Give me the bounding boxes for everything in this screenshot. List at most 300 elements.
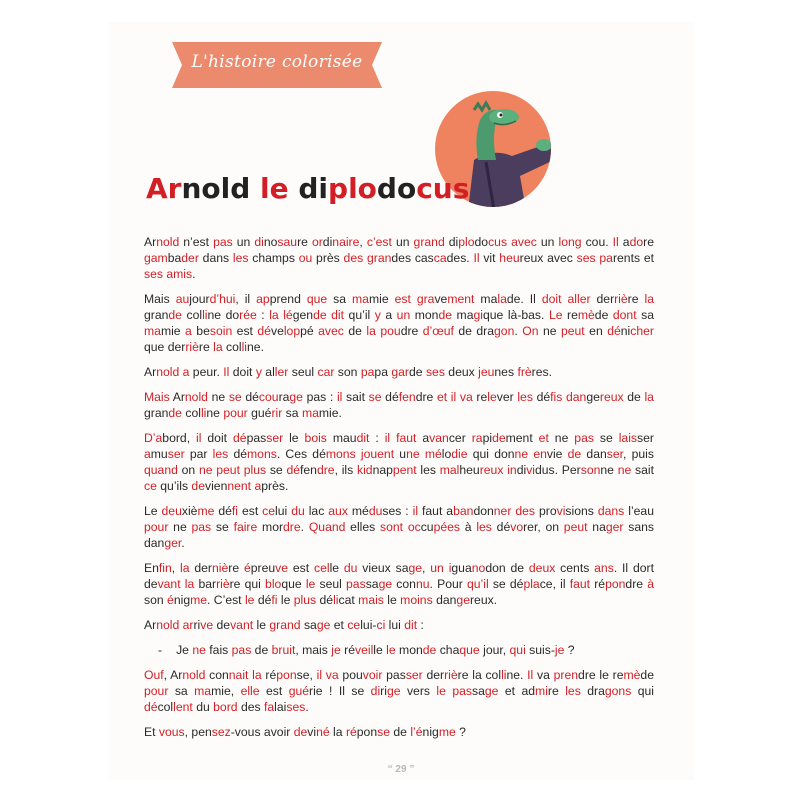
syllable: nold: [156, 618, 180, 632]
syllable: me: [438, 725, 456, 739]
syllable: l’eau: [624, 504, 654, 518]
syllable: fin: [158, 561, 172, 575]
syllable: niè: [212, 561, 229, 575]
syllable: pas :: [302, 390, 337, 404]
syllable: dont: [612, 308, 637, 322]
syllable: par: [184, 447, 213, 461]
syllable: ge: [586, 390, 600, 404]
syllable: la: [180, 561, 190, 575]
syllable: di: [370, 684, 381, 698]
story-title: [146, 172, 469, 205]
syllable: que: [306, 292, 328, 306]
syllable: di: [444, 235, 459, 249]
syllable: que: [459, 643, 480, 657]
syllable: je: [331, 643, 341, 657]
syllable: nu: [415, 577, 430, 591]
syllable: long: [558, 235, 582, 249]
syllable: li: [241, 340, 248, 354]
syllable: il: [384, 431, 391, 445]
syllable: nold: [156, 365, 180, 379]
syllable: mau: [326, 431, 357, 445]
syllable: que: [281, 577, 306, 591]
syllable: fa: [264, 700, 275, 714]
syllable: de: [251, 643, 272, 657]
syllable: mu: [150, 447, 168, 461]
syllable: dé: [228, 447, 248, 461]
syllable: On: [522, 324, 539, 338]
syllable: ne: [168, 520, 192, 534]
syllable: ra: [471, 431, 483, 445]
syllable: bois: [304, 431, 327, 445]
syllable: ban: [453, 504, 474, 518]
syllable: sont: [380, 520, 404, 534]
syllable: cha: [436, 643, 460, 657]
syllable: nait: [228, 668, 249, 682]
syllable: D’a: [144, 431, 163, 445]
syllable: re: [627, 292, 645, 306]
syllable: vant: [230, 618, 254, 632]
syllable: car: [317, 365, 335, 379]
syllable: i: [448, 561, 452, 575]
syllable: ne: [406, 447, 420, 461]
syllable: qu’ils: [156, 479, 192, 493]
syllable: pé: [300, 324, 319, 338]
syllable: vo: [510, 520, 524, 534]
syllable: der: [590, 292, 615, 306]
syllable: Ar: [169, 390, 185, 404]
syllable: doit: [229, 365, 256, 379]
dash-bullet-icon: -: [158, 643, 163, 657]
syllable: ,: [171, 561, 181, 575]
syllable: lent: [173, 700, 193, 714]
syllable: dé: [214, 504, 232, 518]
syllable: cat: [338, 593, 359, 607]
syllable: , mais: [295, 643, 332, 657]
syllable: ge: [484, 684, 499, 698]
syllable: dre: [283, 520, 301, 534]
syllable: pa: [360, 365, 375, 379]
syllable: blo: [265, 577, 282, 591]
syllable: gam: [144, 251, 168, 265]
syllable: que der: [144, 340, 186, 354]
syllable: a: [380, 308, 397, 322]
syllable: sions: [565, 504, 598, 518]
syllable: peut: [560, 324, 585, 338]
syllable: gua: [451, 561, 472, 575]
syllable: oc: [407, 520, 421, 534]
syllable: bruit: [271, 643, 296, 657]
syllable: riè: [185, 340, 199, 354]
syllable: ger: [605, 520, 624, 534]
syllable: do: [629, 235, 644, 249]
syllable: pour: [144, 684, 169, 698]
syllable: heu: [459, 463, 480, 477]
syllable: En: [144, 561, 159, 575]
syllable: il: [316, 668, 323, 682]
paragraph: [144, 234, 654, 282]
syllable: dus. Per: [535, 463, 581, 477]
syllable: di: [516, 463, 527, 477]
syllable: a: [185, 324, 192, 338]
syllable: fi: [231, 504, 238, 518]
syllable: de: [168, 406, 182, 420]
syllable: mon: [410, 308, 439, 322]
story-text: [144, 234, 654, 749]
syllable: pou: [338, 668, 363, 682]
syllable: sa: [168, 684, 195, 698]
syllable: u: [394, 447, 407, 461]
syllable: fen: [300, 463, 317, 477]
syllable: ser: [637, 431, 654, 445]
syllable: plo: [458, 235, 475, 249]
paragraph: [144, 389, 654, 421]
syllable: rie ! Il se: [309, 684, 371, 698]
syllable: deux: [444, 365, 479, 379]
syllable: cus: [488, 235, 508, 249]
syllable: cher: [630, 324, 654, 338]
syllable: qui: [631, 684, 654, 698]
syllable: pas: [346, 577, 366, 591]
syllable: ver: [496, 390, 518, 404]
syllable: con: [392, 577, 416, 591]
syllable: ve: [270, 324, 284, 338]
syllable: des.: [446, 251, 474, 265]
syllable: se: [593, 431, 619, 445]
syllable: et: [538, 431, 549, 445]
syllable: pon: [356, 725, 378, 739]
syllable: est: [238, 504, 263, 518]
syllable: ge: [378, 577, 393, 591]
syllable: grand: [269, 618, 301, 632]
syllable: dan: [581, 447, 607, 461]
syllable: les: [476, 520, 492, 534]
syllable: avec: [318, 324, 344, 338]
syllable: é: [243, 561, 251, 575]
syllable: aux: [328, 504, 348, 518]
syllable: reux: [479, 463, 504, 477]
syllable: fi: [271, 593, 278, 607]
syllable: nold: [184, 390, 208, 404]
syllable: deu: [161, 504, 182, 518]
syllable: qu’il: [466, 577, 489, 591]
syllable: un: [232, 235, 255, 249]
syllable: rents et: [612, 251, 654, 265]
syllable: doit: [541, 292, 562, 306]
syllable: Il: [223, 365, 230, 379]
syllable: kid: [356, 463, 373, 477]
syllable: pour: [144, 520, 169, 534]
syllable: vant: [157, 577, 181, 591]
syllable: :: [417, 618, 424, 632]
syllable: le: [244, 593, 255, 607]
syllable: pi: [482, 431, 493, 445]
syllable: lo: [441, 447, 452, 461]
syllable: le: [436, 684, 446, 698]
syllable: dans: [198, 251, 233, 265]
syllable: re: [297, 235, 312, 249]
syllable: mie: [368, 292, 395, 306]
syllable: vieux sa: [357, 561, 409, 575]
syllable: lais: [618, 431, 638, 445]
syllable: près: [312, 251, 344, 265]
syllable: preu: [250, 561, 276, 575]
syllable: je: [554, 643, 565, 657]
syllable: mons: [247, 447, 277, 461]
syllable: à: [460, 520, 477, 534]
syllable: xiè: [181, 504, 198, 518]
syllable: col: [181, 406, 201, 420]
syllable: re: [547, 684, 566, 698]
syllable: nold: [181, 172, 261, 205]
syllable: pa: [599, 251, 613, 265]
syllable: la: [644, 292, 654, 306]
syllable: se: [368, 390, 382, 404]
syllable: Il: [612, 235, 619, 249]
syllable: l’é: [410, 725, 423, 739]
riddle-text: [176, 642, 575, 658]
syllable: li: [200, 406, 207, 420]
syllable: reux.: [469, 593, 498, 607]
syllable: dan: [565, 390, 587, 404]
syllable: .: [181, 536, 185, 550]
syllable: ser: [266, 431, 284, 445]
syllable: la: [366, 324, 376, 338]
syllable: a: [144, 447, 151, 461]
syllable: in: [507, 463, 517, 477]
syllable: dre: [400, 324, 423, 338]
syllable: dans: [597, 504, 625, 518]
syllable: gran: [144, 308, 169, 322]
syllable: la: [497, 292, 507, 306]
syllable: ge: [408, 561, 423, 575]
syllable: voir: [362, 668, 383, 682]
syllable: nent: [227, 479, 252, 493]
syllable: dé: [144, 700, 158, 714]
syllable: mie: [160, 324, 186, 338]
syllable: pas: [452, 684, 473, 698]
syllable: de: [438, 308, 453, 322]
syllable: li: [501, 668, 507, 682]
syllable: qui don: [467, 447, 515, 461]
syllable: ler: [274, 365, 289, 379]
syllable: peut: [563, 520, 588, 534]
syllable: sau: [277, 235, 298, 249]
syllable: un: [391, 235, 414, 249]
syllable: .: [192, 267, 196, 281]
syllable: gar: [391, 365, 409, 379]
syllable: me: [190, 593, 208, 607]
syllable: Ar: [146, 172, 182, 205]
syllable: , puis: [623, 447, 654, 461]
syllable: gen: [292, 308, 314, 322]
syllable: ne: [192, 643, 206, 657]
syllable: gi: [473, 308, 483, 322]
syllable: de: [567, 447, 582, 461]
syllable: de: [390, 725, 411, 739]
syllable: du: [291, 504, 305, 518]
syllable: de: [422, 643, 437, 657]
syllable: la: [329, 725, 346, 739]
syllable: et ad: [498, 684, 536, 698]
syllable: dit: [404, 618, 418, 632]
syllable: ne: [514, 447, 529, 461]
syllable: le: [283, 431, 305, 445]
syllable: ,: [359, 235, 367, 249]
syllable: il: [450, 390, 457, 404]
syllable: pas: [231, 643, 252, 657]
syllable: nig: [173, 593, 191, 607]
syllable: Je: [176, 643, 193, 657]
syllable: re: [562, 308, 578, 322]
syllable: dre: [625, 577, 648, 591]
syllable: lui: [275, 504, 292, 518]
page-number: “ 29 ”: [387, 764, 415, 775]
syllable: sa: [472, 684, 485, 698]
syllable: ?: [564, 643, 575, 657]
syllable: un: [430, 561, 444, 575]
syllable: res.: [531, 365, 552, 379]
syllable: jouent: [360, 447, 395, 461]
syllable: un: [536, 235, 559, 249]
syllable: le: [487, 390, 497, 404]
syllable: frè: [517, 365, 532, 379]
syllable: , pen: [184, 725, 212, 739]
syllable: vers: [400, 684, 437, 698]
syllable: qu’il: [344, 308, 375, 322]
syllable: don: [473, 504, 494, 518]
syllable: gran: [144, 406, 169, 420]
syllable: dre: [415, 390, 437, 404]
syllable: lui-: [360, 618, 377, 632]
syllable: le: [386, 643, 396, 657]
syllable: de: [168, 308, 182, 322]
syllable: sans dan: [144, 520, 654, 550]
syllable: le: [373, 643, 387, 657]
syllable: di: [254, 235, 264, 249]
syllable: li: [202, 308, 208, 322]
syllable: li: [333, 593, 339, 607]
syllable: sa: [365, 577, 379, 591]
syllable: dit: [356, 431, 370, 445]
syllable: dé: [532, 390, 551, 404]
syllable: Ar: [144, 618, 157, 632]
syllable: elle: [240, 684, 260, 698]
syllable: ma: [352, 292, 369, 306]
syllable: ge: [386, 684, 401, 698]
syllable: pas: [574, 431, 594, 445]
syllable: der: [189, 561, 212, 575]
syllable: ba: [167, 251, 182, 265]
syllable: reux: [599, 390, 624, 404]
book-page: [108, 22, 694, 780]
syllable: ve: [275, 561, 289, 575]
syllable: mie,: [211, 684, 241, 698]
syllable: mie.: [318, 406, 342, 420]
syllable: les: [416, 463, 440, 477]
syllable: de: [594, 308, 613, 322]
syllable: dit: [331, 308, 345, 322]
syllable: il: [196, 431, 202, 445]
syllable: du: [368, 504, 383, 518]
syllable: se: [377, 725, 390, 739]
syllable: se dé: [488, 577, 524, 591]
syllable: sez: [211, 725, 231, 739]
syllable: . C’est: [207, 593, 245, 607]
syllable: é: [167, 593, 174, 607]
syllable: la: [252, 668, 262, 682]
syllable: a: [618, 235, 630, 249]
syllable: ge: [456, 593, 470, 607]
syllable: se: [211, 520, 234, 534]
syllable: de: [492, 431, 506, 445]
syllable: fis: [550, 390, 563, 404]
syllable: seul: [288, 365, 318, 379]
syllable: il: [336, 390, 343, 404]
syllable: gué: [247, 406, 272, 420]
syllable: elles: [345, 520, 380, 534]
syllable: faut: [569, 577, 591, 591]
syllable: pas: [213, 235, 233, 249]
syllable: bord: [213, 700, 238, 714]
syllable: les: [212, 447, 229, 461]
syllable: pour: [223, 406, 248, 420]
syllable: mons: [325, 447, 356, 461]
syllable: jour: [189, 292, 210, 306]
syllable: grand: [413, 235, 445, 249]
syllable: dé: [491, 520, 511, 534]
syllable: n’est: [179, 235, 214, 249]
syllable: re qui: [229, 577, 266, 591]
syllable: ma: [474, 292, 498, 306]
syllable: né: [316, 725, 330, 739]
syllable: Mais: [144, 390, 170, 404]
syllable: faut: [396, 431, 417, 445]
syllable: mais: [358, 593, 384, 607]
syllable: bar: [194, 577, 217, 591]
syllable: les: [232, 251, 249, 265]
syllable: se: [266, 463, 287, 477]
syllable: :: [256, 308, 270, 322]
syllable: vi: [556, 504, 566, 518]
syllable: ger: [164, 536, 182, 550]
syllable: no: [471, 561, 486, 575]
syllable: le: [305, 577, 316, 591]
syllable: con: [205, 668, 229, 682]
syllable: mé: [424, 447, 442, 461]
syllable: reux avec: [519, 251, 577, 265]
syllable: vien: [204, 479, 228, 493]
syllable: ne: [198, 463, 213, 477]
paragraph: [144, 560, 654, 608]
syllable: d’hui: [209, 292, 236, 306]
syllable: pou: [380, 324, 401, 338]
syllable: fen: [398, 390, 416, 404]
syllable: be: [191, 324, 210, 338]
syllable: ré: [590, 577, 606, 591]
syllable: ne: [600, 463, 618, 477]
syllable: sait: [631, 463, 654, 477]
syllable: , ils: [334, 463, 357, 477]
syllable: plus: [293, 593, 317, 607]
syllable: pas: [382, 668, 406, 682]
syllable: de. Il: [506, 292, 542, 306]
syllable: rir: [271, 406, 283, 420]
syllable: c’est: [366, 235, 392, 249]
syllable: ou: [298, 251, 313, 265]
syllable: ma: [452, 308, 474, 322]
syllable: est: [288, 561, 314, 575]
syllable: pon: [276, 668, 297, 682]
